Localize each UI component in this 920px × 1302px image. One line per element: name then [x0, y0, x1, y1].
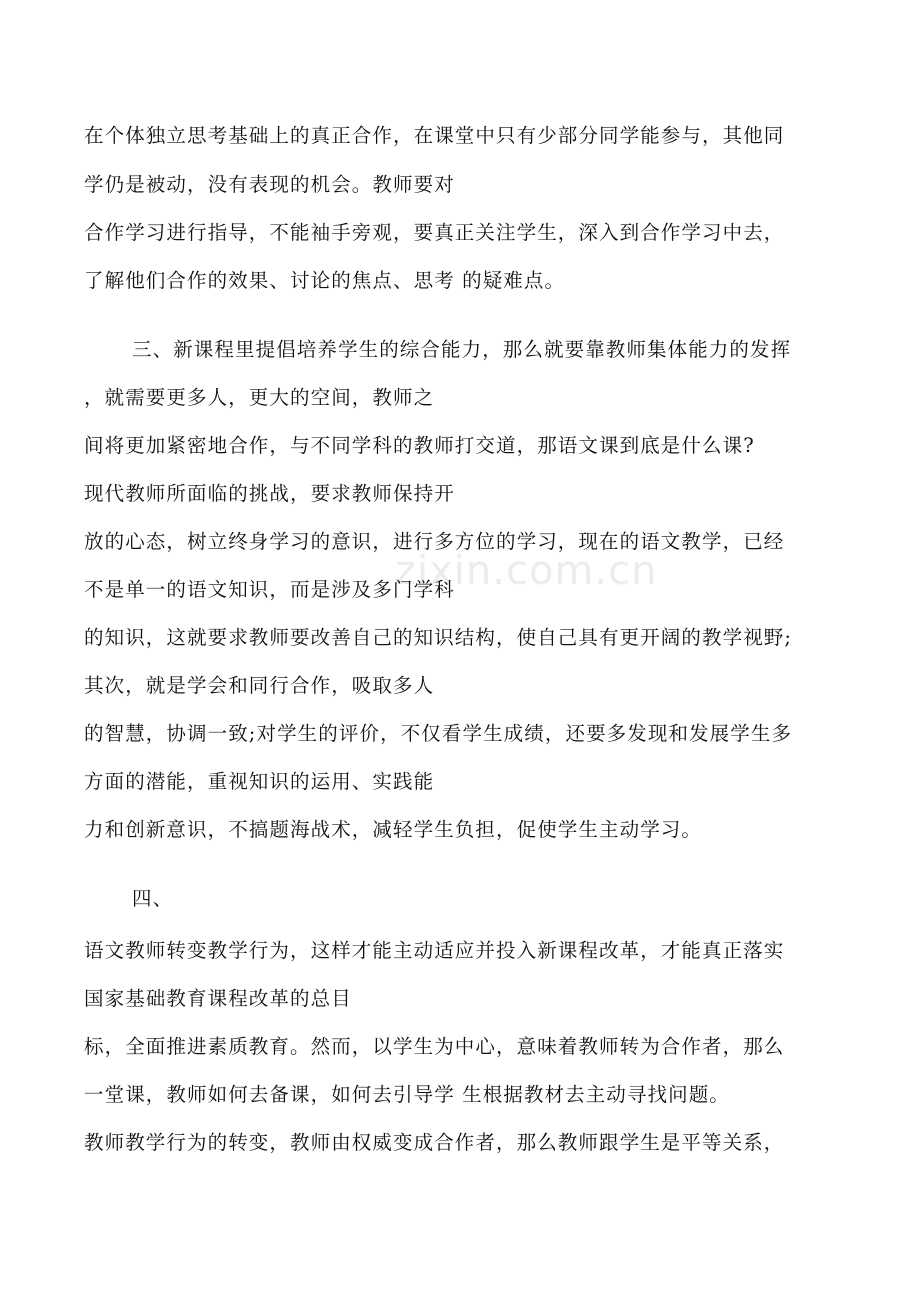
text-line: 的知识，这就要求教师要改善自己的知识结构，使自己具有更开阔的教学视野;: [84, 626, 793, 649]
text-line: 放的心态，树立终身学习的意识，进行多方位的学习，现在的语文教学，已经: [84, 530, 785, 553]
text-line: 国家基础教育课程改革的总目: [84, 987, 352, 1010]
text-line: ，就需要更多人，更大的空间，教师之: [84, 386, 435, 409]
text-line: 教师教学行为的转变，教师由权威变成合作者，那么教师跟学生是平等关系，: [84, 1131, 785, 1154]
text-line: 合作学习进行指导，不能袖手旁观，要真正关注学生，深入到合作学习中去，: [84, 221, 785, 244]
section-heading-three: 三、新课程里提倡培养学生的综合能力，那么就要靠教师集体能力的发挥: [132, 338, 792, 361]
text-line: 不是单一的语文知识，而是涉及多门学科: [84, 578, 455, 601]
text-line: 标，全面推进素质教育。然而，以学生为中心，意味着教师转为合作者，那么: [84, 1035, 785, 1058]
text-line: 力和创新意识，不搞题海战术，减轻学生负担，促使学生主动学习。: [84, 818, 703, 841]
section-heading-four: 四、: [132, 887, 174, 910]
watermark: zixin.com.cn: [395, 548, 658, 594]
text-line: 间将更加紧密地合作，与不同学科的教师打交道，那语文课到底是什么课?: [84, 434, 755, 457]
text-line: 的智慧，协调一致;对学生的评价，不仅看学生成绩，还要多发现和发展学生多: [84, 722, 793, 745]
text-line: 学仍是被动，没有表现的机会。教师要对: [84, 173, 455, 196]
text-line: 语文教师转变教学行为，这样才能主动适应并投入新课程改革，才能真正落实: [84, 939, 785, 962]
text-line: 其次，就是学会和同行合作，吸取多人: [84, 674, 435, 697]
text-line: 方面的潜能，重视知识的运用、实践能: [84, 770, 435, 793]
text-line: 了解他们合作的效果、讨论的焦点、思考 的疑难点。: [84, 269, 566, 292]
text-line: 在个体独立思考基础上的真正合作，在课堂中只有少部分同学能参与，其他同: [84, 124, 785, 147]
text-line: 现代教师所面临的挑战，要求教师保持开: [84, 482, 455, 505]
text-line: 一堂课，教师如何去备课，如何去引导学 生根据教材去主动寻找问题。: [84, 1083, 730, 1106]
